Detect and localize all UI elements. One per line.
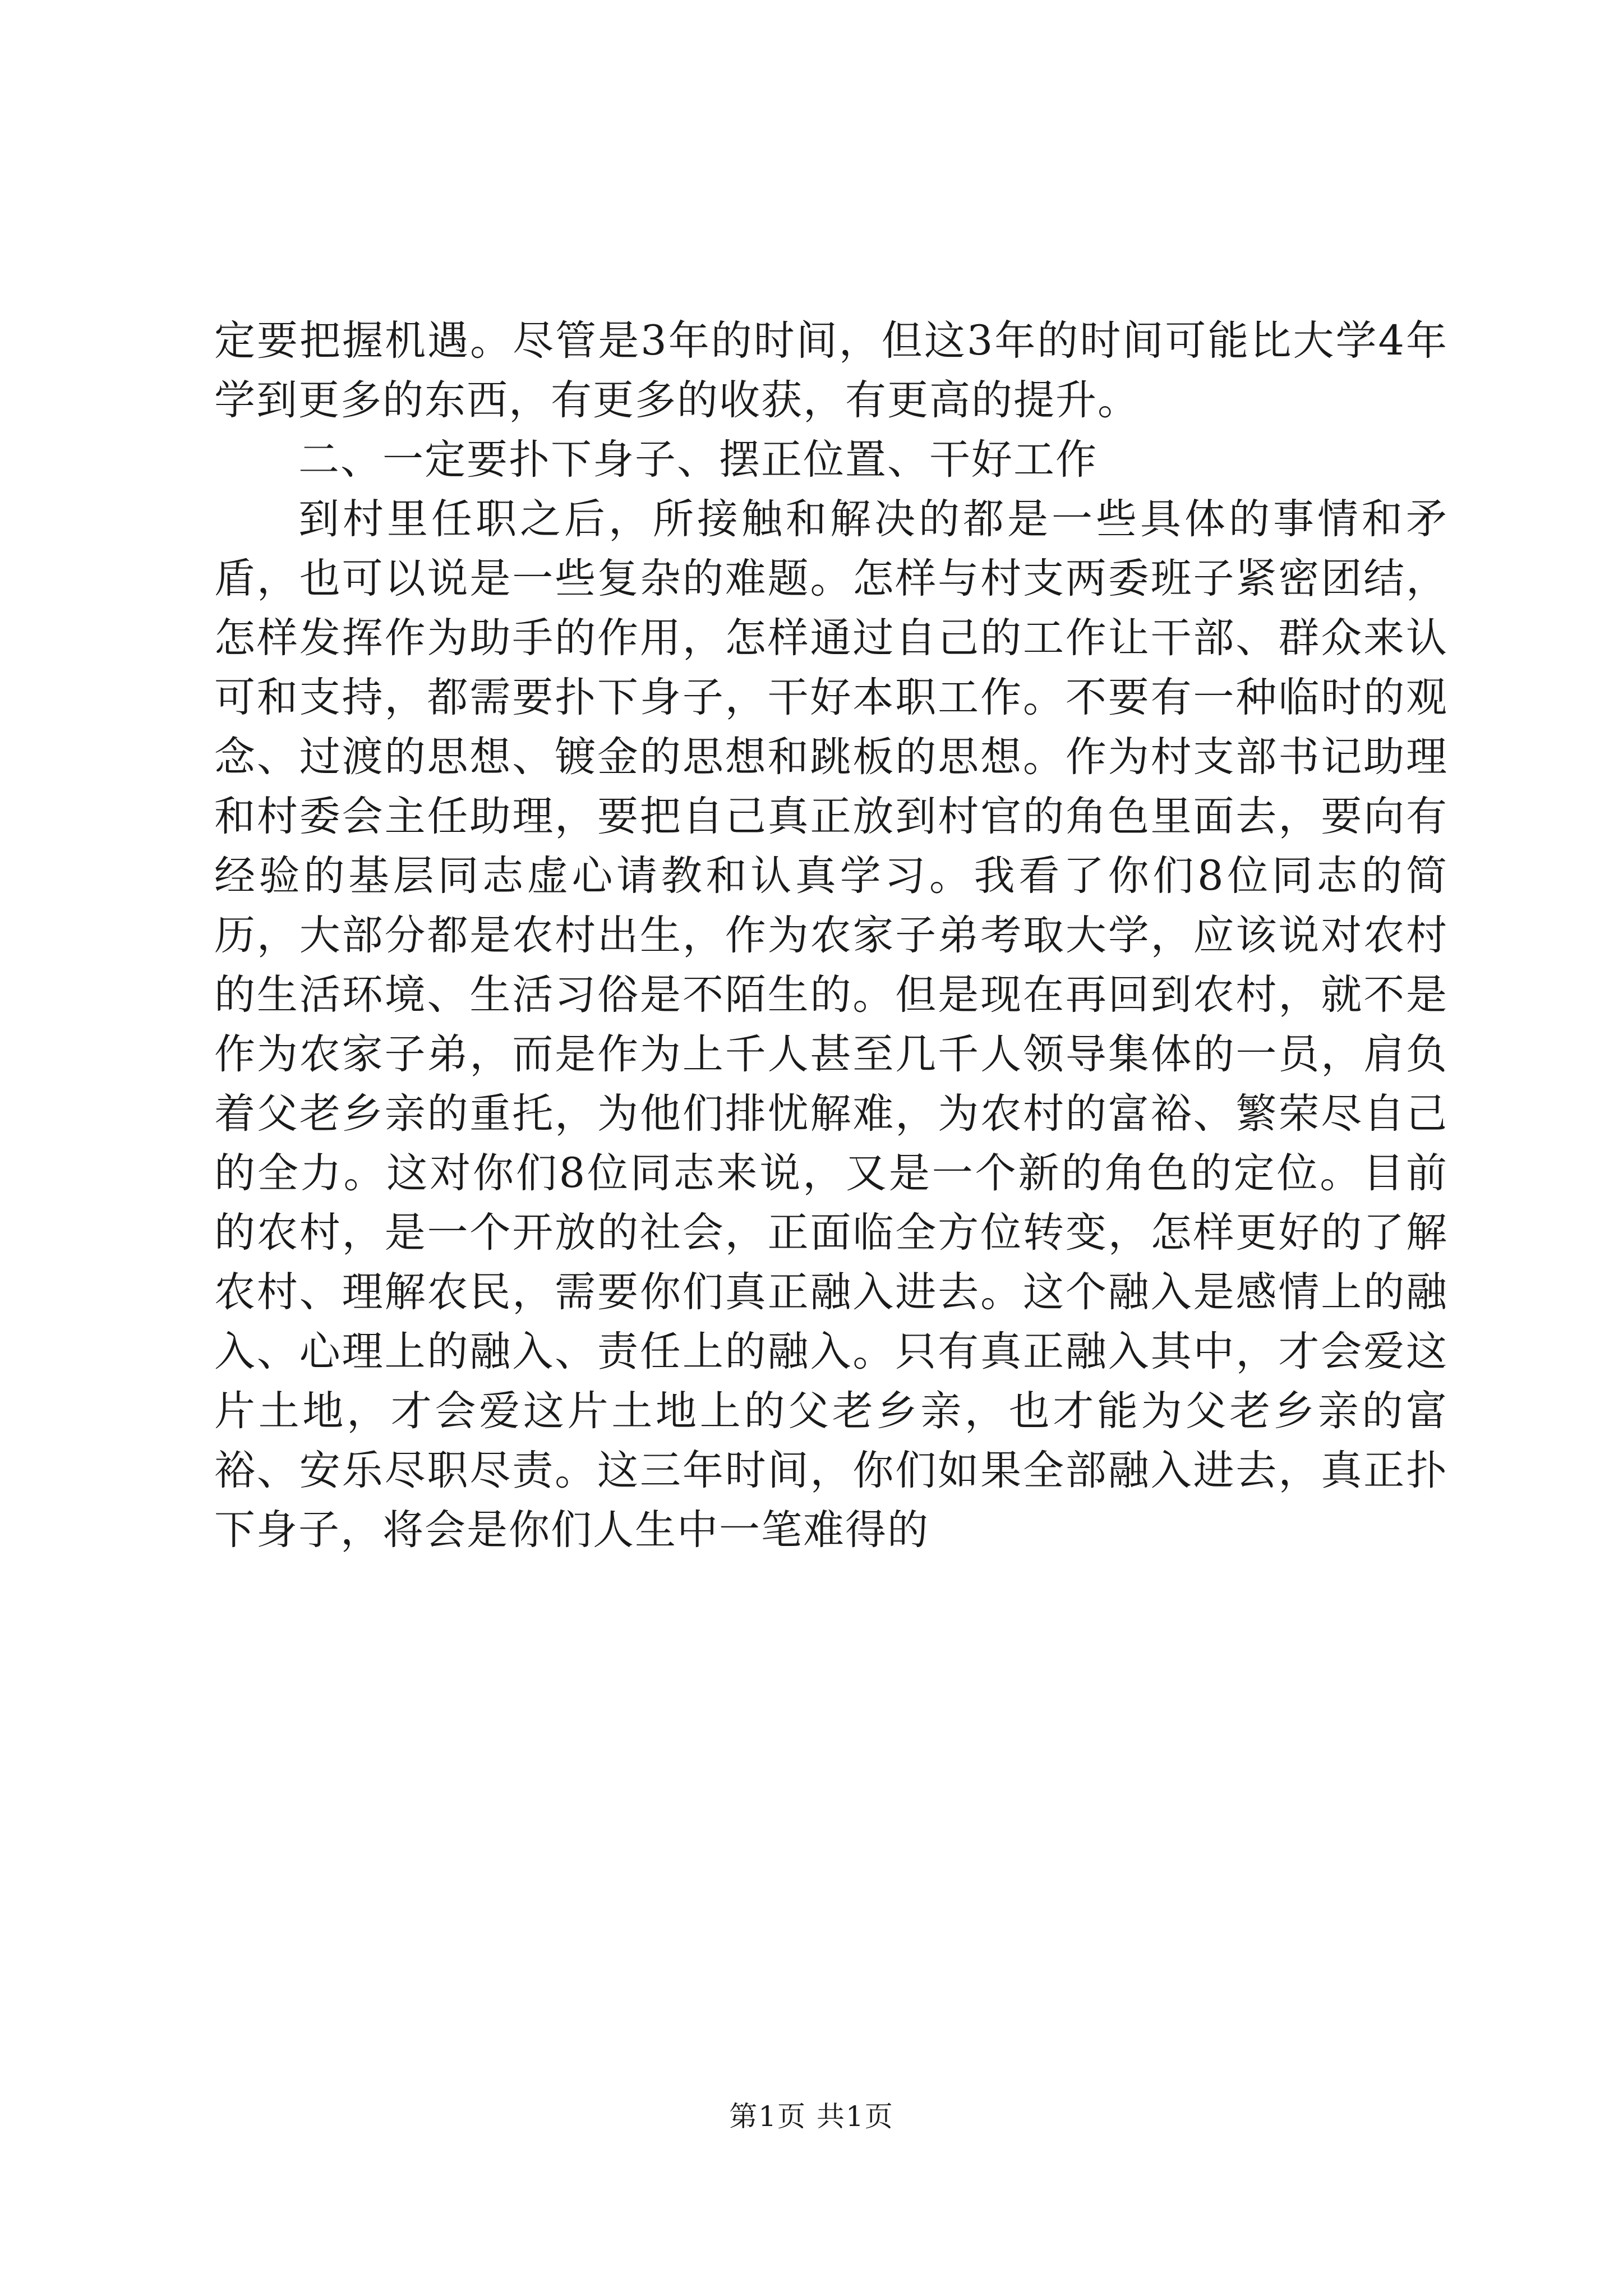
paragraph-body: 到村里任职之后，所接触和解决的都是一些具体的事情和矛盾，也可以说是一些复杂的难题。怎样与村支两委班子紧密团结，怎样发挥作为助手的作用，怎样通过自己的工作让干部、群众来认可和支持，都需要扑下身子，干好本职工作。不要有一种临时的观念、过渡的思想、镀金的思想和跳板的思想。作为村支部书记助理和村委会主任助理，要把自己真正放到村官的角色里面去，要向有经验的基层同志虚心请教和认真学习。我看了你们8位同志的简历，大部分都是农村出生，作为农家子弟考取大学，应该说对农村的生活环境、生活习俗是不陌生的。但是现在再回到农村，就不是作为农家子弟，而是作为上千人甚至几千人领导集体的一员，肩负着父老乡亲的重托，为他们排忧解难，为农村的富裕、繁荣尽自己的全力。这对你们8位同志来说，又是一个新的角色的定位。目前的农村，是一个开放的社会，正面临全方位转变，怎样更好的了解农村、理解农民，需要你们真正融入进去。这个融入是感情上的融入、心理上的融入、责任上的融入。只有真正融入其中，才会爱这片土地，才会爱这片土地上的父老乡亲，也才能为父老乡亲的富裕、安乐尽职尽责。这三年时间，你们如果全部融入进去，真正扑下身子，将会是你们人生中一笔难得的 (214, 495, 1448, 1554)
page-footer: 第1页 共1页 (729, 2100, 894, 2133)
document-body (214, 311, 1448, 1560)
paragraph-continuation: 定要把握机遇。尽管是3年的时间，但这3年的时间可能比大学4年学到更多的东西，有更多的收获，有更高的提升。 (214, 317, 1448, 424)
section-heading: 二、一定要扑下身子、摆正位置、干好工作 (298, 436, 1098, 484)
